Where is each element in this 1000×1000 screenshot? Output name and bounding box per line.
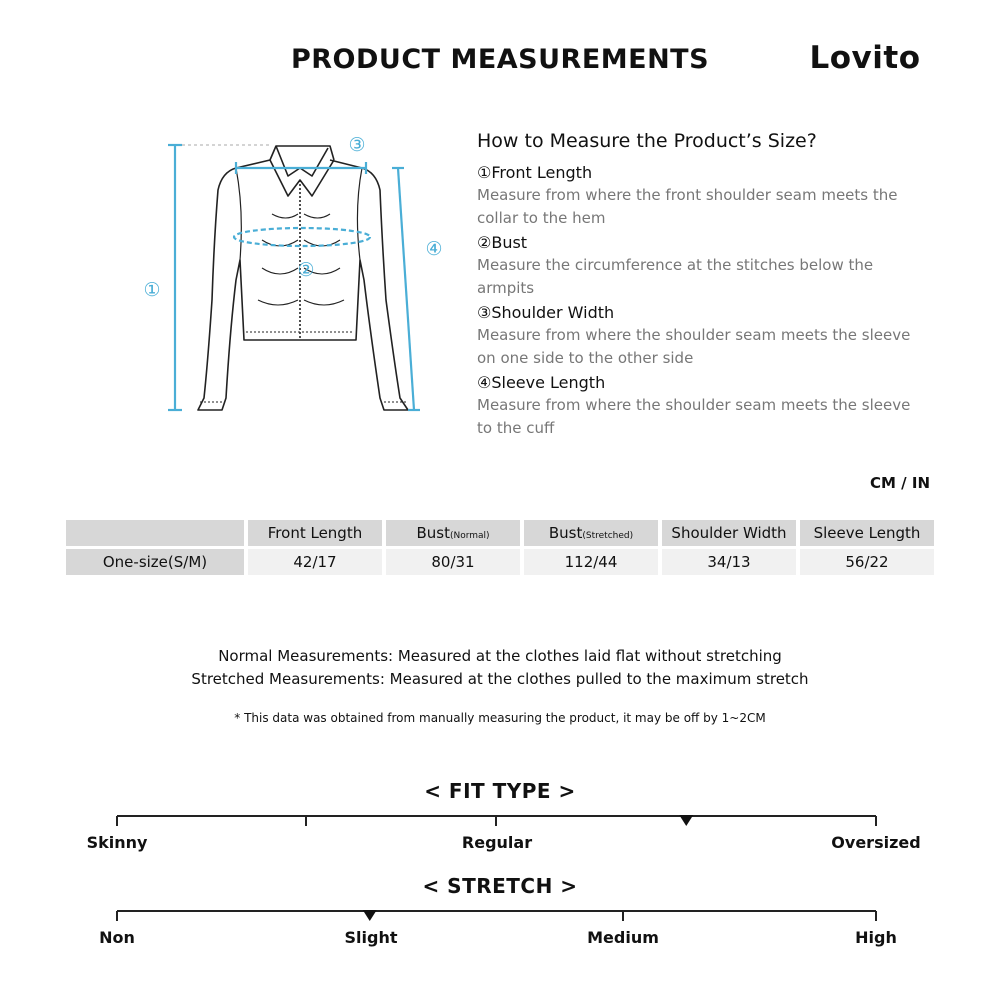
step-description: Measure from where the shoulder seam meets the sleeve on one side to the other side [477,326,911,367]
step-description: Measure from where the shoulder seam meets the sleeve to the cuff [477,396,911,437]
fit-label-regular: Regular [461,833,533,852]
normal-measurement-note: Normal Measurements: Measured at the clothes laid flat without stretching [218,647,782,665]
sleeve-length-marker: ④ [425,238,443,260]
step-title: ②Bust [477,233,528,252]
header-bust-normal: Bust(Normal) [386,520,520,546]
stretched-measurement-note: Stretched Measurements: Measured at the clothes pulled to the maximum stretch [191,670,809,688]
stretch-scale [0,900,1000,930]
bust-marker: ② [297,259,315,281]
fit-type-title: < FIT TYPE > [424,779,576,803]
stretch-title: < STRETCH > [422,874,578,898]
step-sleeve-length [477,372,917,440]
table-cell: 56/22 [800,549,934,575]
stretch-indicator [363,910,377,921]
front-length-marker: ① [143,279,161,301]
stretch-label-slight: Slight [344,928,398,947]
table-corner-cell [66,520,244,546]
header-shoulder-width: Shoulder Width [662,520,796,546]
step-bust [477,232,917,300]
stretch-label-high: High [855,928,897,947]
table-row [66,549,934,575]
stretch-label-medium: Medium [587,928,659,947]
table-cell: 42/17 [248,549,382,575]
fit-label-oversized: Oversized [831,833,921,852]
unit-label: CM / IN [870,474,930,492]
shoulder-width-marker: ③ [348,134,366,156]
measure-guide [477,130,917,442]
guide-heading: How to Measure the Product’s Size? [477,130,817,152]
size-table [62,517,938,578]
step-title: ③Shoulder Width [477,303,615,322]
step-shoulder-width [477,302,917,370]
stretch-label-non: Non [99,928,135,947]
header-sleeve-length: Sleeve Length [800,520,934,546]
fit-type-indicator [679,815,693,826]
size-name-cell: One-size(S/M) [66,549,244,575]
step-description: Measure from where the front shoulder seam meets the collar to the hem [477,186,898,227]
table-header-row [66,520,934,546]
table-cell: 34/13 [662,549,796,575]
disclaimer-note: * This data was obtained from manually measuring the product, it may be off by 1~2CM [234,711,766,725]
brand-logo: Lovito [809,40,921,76]
step-front-length [477,162,917,230]
fit-type-scale [0,805,1000,835]
fit-label-skinny: Skinny [86,833,148,852]
step-title: ④Sleeve Length [477,373,606,392]
garment-diagram [130,128,450,428]
measurement-guides [168,145,420,410]
header-front-length: Front Length [248,520,382,546]
table-cell: 112/44 [524,549,658,575]
table-cell: 80/31 [386,549,520,575]
page-title: PRODUCT MEASUREMENTS [290,44,710,75]
header-bust-stretched: Bust(Stretched) [524,520,658,546]
step-description: Measure the circumference at the stitches below the armpits [477,256,874,297]
step-title: ①Front Length [477,163,593,182]
